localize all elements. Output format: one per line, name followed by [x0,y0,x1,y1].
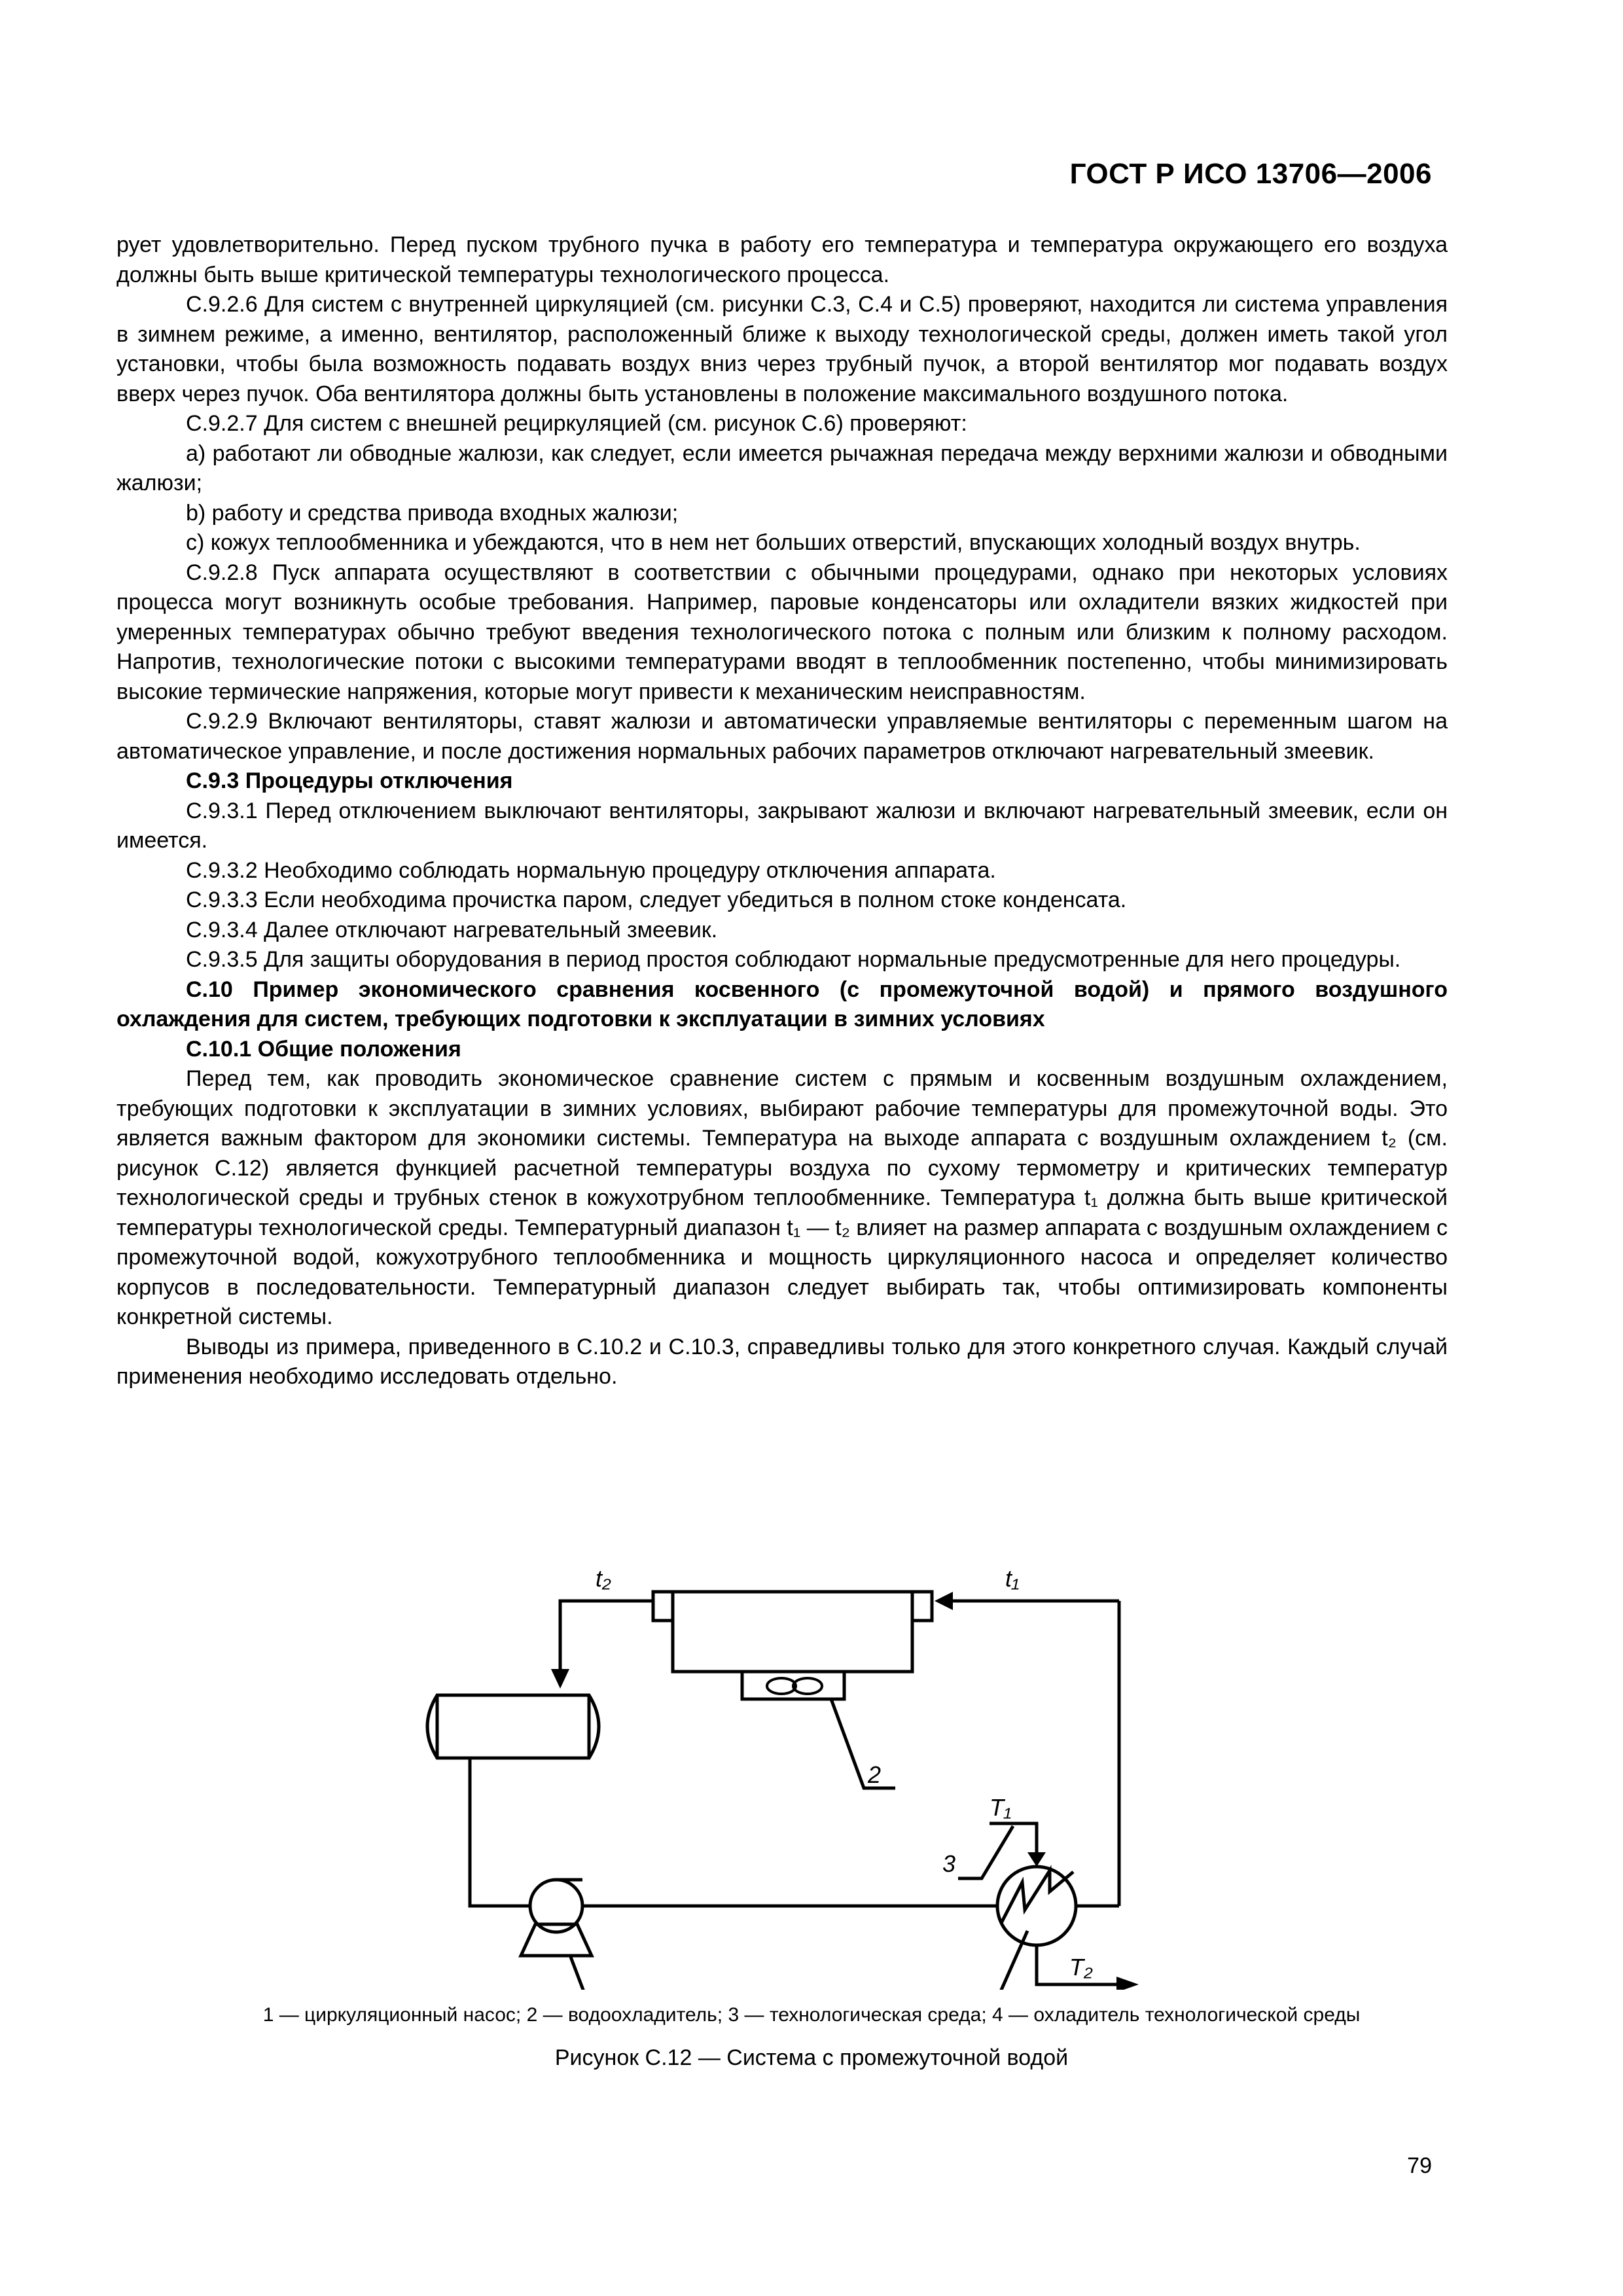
paragraph: С.9.3.4 Далее отключают нагревательный змеевик. [186,917,718,942]
paragraph: С.9.2.9 Включают вентиляторы, ставят жалюзи и автоматически управляемые вентиляторы с переменным шагом на автоматическое управление, и после достижения нормальных рабочих параметров отключают нагревательный змеевик. [116,709,1448,764]
cooler-header-right [912,1592,932,1621]
paragraph: С.9.3.3 Если необходима прочистка паром, следует убедиться в полном стоке конденсата. [186,888,1127,912]
page-number: 79 [1407,2153,1432,2178]
figure-legend: 1 — циркуляционный насос; 2 — водоохладитель; 3 — технологическая среда; 4 — охладитель технологической среды [262,2004,1361,2026]
paragraph: С.9.3.2 Необходимо соблюдать нормальную процедуру отключения аппарата. [186,857,996,883]
tank-vessel [427,1695,599,1758]
leader-3 [958,1826,1013,1878]
list-item: b) работу и средства привода входных жалюзи; [186,500,679,526]
label-number-2: 2 [868,1761,882,1788]
list-item: a) работают ли обводные жалюзи, как следует, если имеется рычажная передача между верхними жалюзи и обводными жалюзи; [116,440,1448,495]
arrow-in-left [935,1592,953,1610]
label-T2: T₂ [1069,1954,1093,1981]
leader-1 [571,1957,615,1990]
fan-icon [767,1678,822,1694]
label-t2: t₂ [596,1565,611,1592]
paragraph: С.9.2.8 Пуск аппарата осуществляют в соответствии с обычными процедурами, однако при некоторых условиях процесса могут возникнуть особые требования. Например, паровые конденсаторы или охладители вязких жидкостей при умеренных температурах обычно требуют введения технологического потока с полным или близким к полному расходом. Напротив, технологические потоки с высокими температурами вводят в теплообменник постепенно, чтобы минимизировать высокие термические напряжения, которые могут привести к механическим неисправностям. [116,560,1448,704]
body-text [116,230,1448,1392]
section-heading: С.10 Пример экономического сравнения косвенного (с промежуточной водой) и прямого воздушного охлаждения для систем, требующих подготовки к эксплуатации в зимних условиях [116,977,1448,1031]
document-header: ГОСТ Р ИСО 13706—2006 [1069,158,1432,190]
pipe-t2 [560,1601,654,1672]
list-item: c) кожух теплообменника и убеждаются, что в нем нет больших отверстий, впускающих холодный воздух внутрь. [186,530,1361,555]
paragraph: рует удовлетворительно. Перед пуском трубного пучка в работу его температура и температура окружающего его воздуха должны быть выше критической температуры технологического процесса. [116,232,1448,287]
cooler-bundle [673,1592,912,1672]
figure-c12 [0,1564,1623,1990]
section-heading: С.10.1 Общие положения [186,1036,461,1062]
paragraph: С.9.3.5 Для защиты оборудования в период простоя соблюдают нормальные предусмотренные для него процедуры. [186,947,1401,972]
paragraph: С.9.3.1 Перед отключением выключают вентиляторы, закрывают жалюзи и включают нагревательный змеевик, если он имеется. [116,798,1448,853]
arrow-down [551,1669,569,1689]
cooler-header-left [653,1592,673,1621]
pump-base [521,1924,592,1956]
system-diagram [0,1564,1623,1990]
paragraph: С.9.2.6 Для систем с внутренней циркуляцией (см. рисунки С.3, С.4 и С.5) проверяют, находится ли система управления в зимнем режиме, а именно, вентилятор, расположенный ближе к выходу технологической среды, должен иметь такой угол установки, чтобы была возможность подавать воздух вниз через трубный пучок, а второй вентилятор мог подавать воздух вверх через пучок. Оба вентилятора должны быть установлены в положение максимального воздушного потока. [116,292,1448,406]
paragraph: Выводы из примера, приведенного в С.10.2 и С.10.3, справедливы только для этого конкретного случая. Каждый случай применения необходимо исследовать отдельно. [116,1334,1448,1389]
label-t1: t₁ [1005,1565,1020,1592]
label-number-3: 3 [942,1850,956,1877]
figure-caption: Рисунок С.12 — Система с промежуточной водой [554,2045,1069,2070]
leader-4 [987,1931,1027,1990]
section-heading: С.9.3 Процедуры отключения [186,768,513,793]
paragraph: Перед тем, как проводить экономическое сравнение систем с прямым и косвенным воздушным охлаждением, требующих подготовки к эксплуатации в зимних условиях, выбирают рабочие температуры для промежуточной воды. Это является важным фактором для экономики системы. Температура на выходе аппарата с воздушным охлаждением t₂ (см. рисунок С.12) является функцией расчетной температуры воздуха по сухому термометру и критических температур технологической среды и трубных стенок в кожухотрубном теплообменнике. Температура t₁ должна быть выше критической температуры технологической среды. Температурный диапазон t₁ — t₂ влияет на размер аппарата с воздушным охлаждением с промежуточной водой, кожухотрубного теплообменника и мощность циркуляционного насоса и определяет количество корпусов в последовательности. Температурный диапазон следует выбирать так, чтобы оптимизировать компоненты конкретной системы. [116,1066,1448,1329]
leader-2 [831,1699,895,1788]
label-T1: T₁ [990,1794,1012,1821]
pipe-tank-pump [470,1758,530,1906]
paragraph: С.9.2.7 Для систем с внешней рециркуляцией (см. рисунок С.6) проверяют: [186,411,967,436]
